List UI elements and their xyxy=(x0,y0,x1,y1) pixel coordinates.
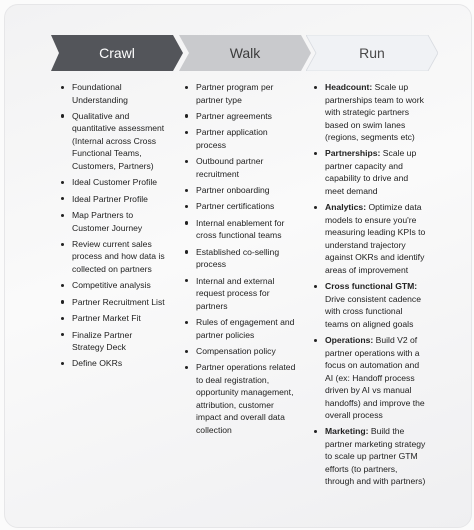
run-item xyxy=(314,280,426,330)
run-item xyxy=(314,425,426,488)
run-list xyxy=(314,81,426,488)
crawl-item: Partner Recruitment List xyxy=(61,296,165,309)
crawl-list xyxy=(61,81,165,370)
walk-item: Partner onboarding xyxy=(185,184,297,197)
crawl-item: Qualitative and quantitative assessment (Internal across Cross Functional Teams, Customers, Partners) xyxy=(61,110,165,173)
crawl-item: Competitive analysis xyxy=(61,279,165,292)
run-item xyxy=(314,201,426,276)
walk-item: Partner program per partner type xyxy=(185,81,297,106)
stage-run xyxy=(306,35,438,71)
walk-item: Partner application process xyxy=(185,126,297,151)
run-item-text: Build V2 of partner operations with a focus on automation and AI (ex: Handoff process driven by AI vs manual handoffs) and improve the overall process xyxy=(325,335,425,421)
crawl-walk-run-card xyxy=(4,4,472,528)
run-item-title: Marketing: xyxy=(325,426,369,437)
crawl-item: Partner Market Fit xyxy=(61,312,165,325)
crawl-item: Finalize Partner Strategy Deck xyxy=(61,329,165,354)
run-item-text: Build the partner marketing strategy to scale up partner GTM efforts (to partners, through and with partners) xyxy=(325,426,426,487)
run-item xyxy=(314,334,426,422)
run-item xyxy=(314,147,426,197)
walk-item: Compensation policy xyxy=(185,345,297,358)
run-item xyxy=(314,81,426,144)
crawl-item: Ideal Customer Profile xyxy=(61,176,165,189)
walk-item: Internal and external request process for partners xyxy=(185,275,297,313)
run-item-title: Analytics: xyxy=(325,202,367,213)
stage-label-run: Run xyxy=(359,45,385,61)
walk-item: Established co-selling process xyxy=(185,246,297,271)
run-item-text: Scale up partnerships team to work with strategic partners based on swim lanes (regions, segments etc) xyxy=(325,82,424,142)
stage-label-walk: Walk xyxy=(229,45,261,61)
walk-item: Partner agreements xyxy=(185,110,297,123)
crawl-item: Map Partners to Customer Journey xyxy=(61,209,165,234)
walk-column xyxy=(185,81,297,440)
run-item-title: Operations: xyxy=(325,335,374,346)
walk-item: Internal enablement for cross functional teams xyxy=(185,217,297,242)
walk-list xyxy=(185,81,297,436)
stage-arrows xyxy=(51,35,451,71)
stage-walk xyxy=(179,35,311,71)
run-item-title: Headcount: xyxy=(325,82,373,92)
run-item-text: Optimize data models to ensure you're measuring leading KPIs to understand trajectory against OKRs and identify areas of improvement xyxy=(325,202,426,275)
crawl-item: Review current sales process and how data is collected on partners xyxy=(61,238,165,276)
walk-item: Outbound partner recruitment xyxy=(185,155,297,180)
walk-item: Rules of engagement and partner policies xyxy=(185,316,297,341)
walk-item: Partner certifications xyxy=(185,200,297,213)
run-item-title: Cross functional GTM: xyxy=(325,281,418,292)
run-item-text: Scale up partner capacity and capability to drive and meet demand xyxy=(325,148,417,196)
stage-label-crawl: Crawl xyxy=(99,45,135,61)
run-column xyxy=(314,81,426,492)
walk-item: Partner operations related to deal registration, opportunity management, attribution, customer impact and overall data collection xyxy=(185,361,297,436)
crawl-column xyxy=(61,81,165,374)
stage-crawl xyxy=(51,35,183,71)
run-item-text: Drive consistent cadence with cross functional teams on aligned goals xyxy=(325,293,422,329)
run-item-title: Partnerships: xyxy=(325,148,381,159)
crawl-item: Ideal Partner Profile xyxy=(61,193,165,206)
crawl-item: Foundational Understanding xyxy=(61,81,165,106)
crawl-item: Define OKRs xyxy=(61,357,165,370)
